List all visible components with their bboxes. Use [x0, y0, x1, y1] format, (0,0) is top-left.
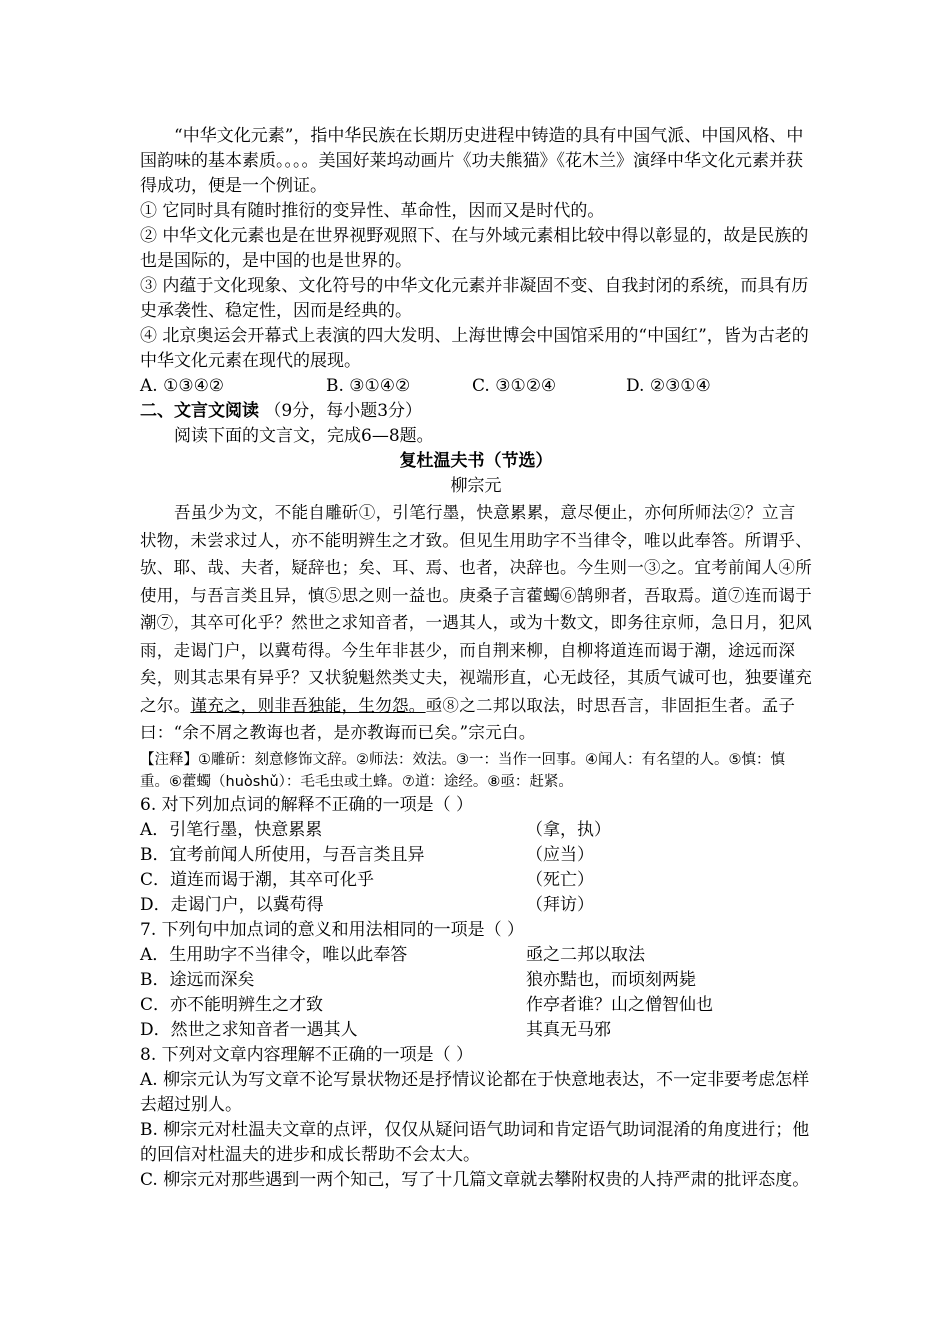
- q6-option-text: D．走谒门户，以冀苟得: [140, 894, 324, 915]
- passage-author: 柳宗元: [450, 476, 502, 496]
- section-title: 二、文言文阅读: [140, 401, 259, 421]
- q6-option: [140, 868, 812, 893]
- q8-option-c: C. 柳宗元对那些遇到一两个知己，写了十几篇文章就去攀附权贵的人持严肃的批评态度。: [140, 1169, 810, 1190]
- q7-option-right: 亟之二邦以取法: [526, 944, 645, 965]
- q7-option-left: D．然世之求知音者一遇其人: [140, 1019, 358, 1040]
- question-7: [140, 918, 812, 1043]
- document-page: [140, 124, 812, 1193]
- passage-text-b: 亟⑧之二邦以取法，时思吾言，非固拒生者。孟子曰：“余不屑之教诲也者，是亦教诲而已矣。”宗元白。: [140, 695, 796, 742]
- option-a: A. ①③④②: [140, 376, 225, 396]
- q6-option-gloss: （应当）: [526, 844, 594, 865]
- q6-option: [140, 843, 812, 868]
- option-c: C. ③①②④: [472, 376, 557, 396]
- sentence-3: ③ 内蕴于文化现象、文化符号的中华文化元素并非凝固不变、自我封闭的系统，而具有历史承袭性、稳定性，因而是经典的。: [140, 276, 809, 321]
- q7-option-left: B．途远而深矣: [140, 969, 255, 990]
- q6-option: [140, 893, 812, 918]
- q7-option-right: 作亭者谁？山之僧智仙也: [526, 994, 713, 1015]
- option-d: D. ②③①④: [626, 376, 711, 396]
- q7-option-right: 狼亦黠也，而顷刻两毙: [526, 969, 696, 990]
- q7-option-right: 其真无马邪: [526, 1019, 611, 1040]
- passage-title: 复杜温夫书（节选）: [399, 451, 553, 471]
- q7-stem: 7. 下列句中加点词的意义和用法相同的一项是（ ）: [140, 919, 525, 940]
- passage-text-a: 吾虽少为文，不能自雕斫①，引笔行墨，快意累累，意尽便止，亦何所师法②？立言状物，未尝求过人，亦不能明辨生之才致。但见生用助字不当律令，唯以此奉答。所谓乎、欤、耶、哉、夫者，疑辞也；矣、耳、焉、也者，决辞也。今生则一③之。宜考前闻人④所使用，与吾言类且异，慎⑤思之则一益也。庚桑子言藿蠋⑥鹄卵者，吾取焉。道⑦连而谒于潮⑦，其卒可化乎？然世之求知音者，一遇其人，或为十数文，即务往京师，急日月，犯风雨，走谒门户，以冀苟得。今生年非甚少，而自荆来柳，自柳将道连而谒于潮，途远而深矣，则其志果有异乎？又状貌魁然类丈夫，视端形直，心无歧径，其质气诚可也，独要谨充之尔。: [140, 503, 812, 715]
- underlined-sentence: 谨充之，则非吾独能，生勿怨。: [190, 695, 426, 715]
- question-8: [140, 1043, 812, 1193]
- intro-paragraph: “中华文化元素”，指中华民族在长期历史进程中铸造的具有中国气派、中国风格、中国韵味的基本素质。。。。美国好莱坞动画片《功夫熊猫》《花木兰》演绎中华文化元素并获得成功，便是一个例证。: [140, 126, 804, 196]
- section-instruction: 阅读下面的文言文，完成6—8题。: [174, 426, 434, 446]
- q6-option-gloss: （拜访）: [526, 894, 594, 915]
- q7-option: [140, 968, 812, 993]
- q6-option-text: A．引笔行墨，快意累累: [140, 819, 323, 840]
- classical-passage: [140, 499, 812, 747]
- q7-option-left: C．亦不能明辨生之才致: [140, 994, 324, 1015]
- q6-option-text: B．宜考前闻人所使用，与吾言类且异: [140, 844, 425, 865]
- answer-options: [140, 374, 812, 399]
- question-6: [140, 793, 812, 918]
- section-heading: [140, 399, 812, 424]
- q8-stem: 8. 下列对文章内容理解不正确的一项是（ ）: [140, 1044, 474, 1065]
- sentence-1: ① 它同时具有随时推衍的变异性、革命性，因而又是时代的。: [140, 201, 605, 221]
- q8-option-b: B. 柳宗元对杜温夫文章的点评，仅仅从疑问语气助词和肯定语气助词混淆的角度进行；他的回信对杜温夫的进步和成长帮助不会太大。: [140, 1119, 810, 1165]
- q6-option-gloss: （拿，执）: [526, 819, 611, 840]
- q7-option-left: A．生用助字不当律令，唯以此奉答: [140, 944, 408, 965]
- q6-option-gloss: （死亡）: [526, 869, 594, 890]
- q7-option: [140, 993, 812, 1018]
- section-score: （9分，每小题3分）: [264, 401, 423, 421]
- q8-option-a: A. 柳宗元认为写文章不论写景状物还是抒情议论都在于快意地表达，不一定非要考虑怎样去超过别人。: [140, 1069, 810, 1115]
- sentence-4: ④ 北京奥运会开幕式上表演的四大发明、上海世博会中国馆采用的“中国红”，皆为古老的中华文化元素在现代的展现。: [140, 326, 809, 371]
- q7-option: [140, 943, 812, 968]
- q6-option: [140, 818, 812, 843]
- q7-option: [140, 1018, 812, 1043]
- annotation-note: 【注释】①雕斫：刻意修饰文辞。②师法：效法。③一：当作一回事。④闻人：有名望的人。⑤慎：慎重。⑥藿蠋（huòshǔ）：毛毛虫或土蜂。⑦道：途经。⑧亟：赶紧。: [140, 751, 785, 790]
- sentence-2: ② 中华文化元素也是在世界视野观照下、在与外域元素相比较中得以彰显的，故是民族的也是国际的，是中国的也是世界的。: [140, 226, 809, 271]
- option-b: B. ③①④②: [326, 376, 411, 396]
- q6-option-text: C．道连而谒于潮，其卒可化乎: [140, 869, 375, 890]
- q6-stem: 6. 对下列加点词的解释不正确的一项是（ ）: [140, 794, 474, 815]
